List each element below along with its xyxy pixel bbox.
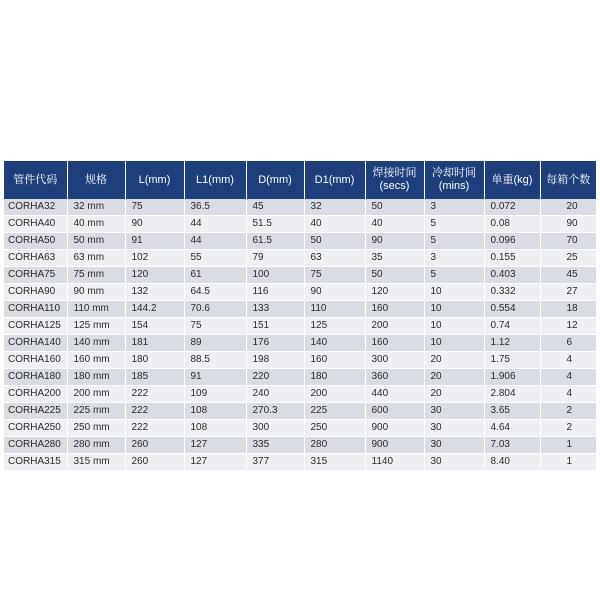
table-row — [4, 233, 596, 250]
cell-cooling-time: 10 — [424, 284, 484, 301]
cell-l: 222 — [125, 420, 184, 437]
cell-l: 102 — [125, 250, 184, 267]
cell-cooling-time: 3 — [424, 250, 484, 267]
cell-code: CORHA315 — [4, 454, 67, 471]
cell-size: 160 mm — [67, 352, 125, 369]
cell-l1: 108 — [184, 420, 246, 437]
cell-qty-per-box: 4 — [540, 386, 596, 403]
table-row — [4, 454, 596, 471]
cell-l1: 127 — [184, 437, 246, 454]
table-row — [4, 335, 596, 352]
cell-cooling-time: 30 — [424, 420, 484, 437]
cell-qty-per-box: 45 — [540, 267, 596, 284]
header-d1: D1(mm) — [304, 161, 365, 199]
cell-qty-per-box: 20 — [540, 199, 596, 216]
cell-cooling-time: 10 — [424, 318, 484, 335]
cell-d1: 140 — [304, 335, 365, 352]
cell-unit-weight: 0.74 — [484, 318, 540, 335]
cell-d: 79 — [246, 250, 304, 267]
cell-qty-per-box: 12 — [540, 318, 596, 335]
cell-d: 198 — [246, 352, 304, 369]
cell-unit-weight: 4.64 — [484, 420, 540, 437]
cell-d1: 200 — [304, 386, 365, 403]
cell-d: 45 — [246, 199, 304, 216]
cell-l1: 108 — [184, 403, 246, 420]
cell-d: 133 — [246, 301, 304, 318]
cell-d: 61.5 — [246, 233, 304, 250]
cell-d1: 110 — [304, 301, 365, 318]
cell-d1: 180 — [304, 369, 365, 386]
cell-qty-per-box: 1 — [540, 437, 596, 454]
cell-d: 240 — [246, 386, 304, 403]
cell-l: 180 — [125, 352, 184, 369]
cell-size: 90 mm — [67, 284, 125, 301]
cell-size: 280 mm — [67, 437, 125, 454]
cell-code: CORHA250 — [4, 420, 67, 437]
cell-l1: 64.5 — [184, 284, 246, 301]
cell-l: 91 — [125, 233, 184, 250]
cell-unit-weight: 0.096 — [484, 233, 540, 250]
cell-code: CORHA140 — [4, 335, 67, 352]
cell-qty-per-box: 4 — [540, 352, 596, 369]
cell-d1: 160 — [304, 352, 365, 369]
table-row — [4, 250, 596, 267]
cell-code: CORHA180 — [4, 369, 67, 386]
cell-code: CORHA125 — [4, 318, 67, 335]
cell-unit-weight: 0.403 — [484, 267, 540, 284]
cell-qty-per-box: 70 — [540, 233, 596, 250]
cell-welding-time: 35 — [365, 250, 424, 267]
header-welding-time: 焊接时间 (secs) — [365, 161, 424, 199]
cell-welding-time: 200 — [365, 318, 424, 335]
table-row — [4, 301, 596, 318]
cell-size: 32 mm — [67, 199, 125, 216]
cell-unit-weight: 7.03 — [484, 437, 540, 454]
cell-d1: 40 — [304, 216, 365, 233]
header-d: D(mm) — [246, 161, 304, 199]
table-row — [4, 437, 596, 454]
cell-l1: 55 — [184, 250, 246, 267]
cell-welding-time: 40 — [365, 216, 424, 233]
cell-code: CORHA110 — [4, 301, 67, 318]
cell-code: CORHA32 — [4, 199, 67, 216]
cell-cooling-time: 20 — [424, 352, 484, 369]
cell-l: 181 — [125, 335, 184, 352]
cell-d1: 50 — [304, 233, 365, 250]
cell-l: 222 — [125, 386, 184, 403]
cell-cooling-time: 10 — [424, 335, 484, 352]
cell-l: 222 — [125, 403, 184, 420]
cell-welding-time: 120 — [365, 284, 424, 301]
cell-unit-weight: 0.155 — [484, 250, 540, 267]
cell-l: 120 — [125, 267, 184, 284]
cell-d1: 250 — [304, 420, 365, 437]
cell-l: 185 — [125, 369, 184, 386]
cell-size: 225 mm — [67, 403, 125, 420]
table-row — [4, 386, 596, 403]
table-row — [4, 420, 596, 437]
cell-size: 315 mm — [67, 454, 125, 471]
cell-cooling-time: 20 — [424, 386, 484, 403]
cell-unit-weight: 1.12 — [484, 335, 540, 352]
cell-code: CORHA75 — [4, 267, 67, 284]
cell-qty-per-box: 27 — [540, 284, 596, 301]
cell-d: 270.3 — [246, 403, 304, 420]
cell-l: 260 — [125, 437, 184, 454]
cell-d: 220 — [246, 369, 304, 386]
cell-welding-time: 600 — [365, 403, 424, 420]
cell-l1: 44 — [184, 216, 246, 233]
cell-l1: 89 — [184, 335, 246, 352]
cell-d1: 63 — [304, 250, 365, 267]
cell-welding-time: 900 — [365, 437, 424, 454]
cell-qty-per-box: 1 — [540, 454, 596, 471]
cell-l1: 88.5 — [184, 352, 246, 369]
cell-l1: 44 — [184, 233, 246, 250]
cell-unit-weight: 3.65 — [484, 403, 540, 420]
cell-welding-time: 160 — [365, 335, 424, 352]
cell-d: 335 — [246, 437, 304, 454]
table-row — [4, 403, 596, 420]
cell-size: 200 mm — [67, 386, 125, 403]
table-header — [4, 161, 596, 199]
cell-d1: 315 — [304, 454, 365, 471]
cell-code: CORHA225 — [4, 403, 67, 420]
cell-d: 300 — [246, 420, 304, 437]
cell-code: CORHA90 — [4, 284, 67, 301]
cell-qty-per-box: 90 — [540, 216, 596, 233]
cell-welding-time: 300 — [365, 352, 424, 369]
cell-code: CORHA280 — [4, 437, 67, 454]
cell-d: 377 — [246, 454, 304, 471]
cell-code: CORHA160 — [4, 352, 67, 369]
cell-qty-per-box: 18 — [540, 301, 596, 318]
table-row — [4, 352, 596, 369]
cell-unit-weight: 0.554 — [484, 301, 540, 318]
cell-qty-per-box: 4 — [540, 369, 596, 386]
cell-d: 176 — [246, 335, 304, 352]
header-code: 管件代码 — [4, 161, 67, 199]
cell-l: 75 — [125, 199, 184, 216]
cell-size: 125 mm — [67, 318, 125, 335]
table-row — [4, 267, 596, 284]
cell-d1: 125 — [304, 318, 365, 335]
header-size: 规格 — [67, 161, 125, 199]
cell-l: 260 — [125, 454, 184, 471]
cell-code: CORHA50 — [4, 233, 67, 250]
cell-size: 110 mm — [67, 301, 125, 318]
cell-cooling-time: 5 — [424, 267, 484, 284]
cell-l1: 75 — [184, 318, 246, 335]
cell-l1: 109 — [184, 386, 246, 403]
cell-welding-time: 900 — [365, 420, 424, 437]
cell-code: CORHA40 — [4, 216, 67, 233]
table-row — [4, 284, 596, 301]
cell-welding-time: 90 — [365, 233, 424, 250]
cell-l1: 127 — [184, 454, 246, 471]
cell-cooling-time: 30 — [424, 437, 484, 454]
cell-d: 151 — [246, 318, 304, 335]
table-row — [4, 216, 596, 233]
cell-welding-time: 160 — [365, 301, 424, 318]
cell-cooling-time: 20 — [424, 369, 484, 386]
cell-l1: 70.6 — [184, 301, 246, 318]
specification-table — [4, 161, 596, 471]
cell-size: 63 mm — [67, 250, 125, 267]
cell-cooling-time: 30 — [424, 454, 484, 471]
header-l1: L1(mm) — [184, 161, 246, 199]
cell-unit-weight: 0.332 — [484, 284, 540, 301]
cell-d1: 280 — [304, 437, 365, 454]
cell-unit-weight: 0.08 — [484, 216, 540, 233]
table-body — [4, 199, 596, 471]
cell-l: 154 — [125, 318, 184, 335]
cell-cooling-time: 5 — [424, 216, 484, 233]
cell-size: 40 mm — [67, 216, 125, 233]
table-row — [4, 199, 596, 216]
cell-unit-weight: 1.75 — [484, 352, 540, 369]
cell-l: 132 — [125, 284, 184, 301]
cell-size: 50 mm — [67, 233, 125, 250]
cell-qty-per-box: 2 — [540, 403, 596, 420]
table-row — [4, 369, 596, 386]
table-row — [4, 318, 596, 335]
cell-cooling-time: 3 — [424, 199, 484, 216]
cell-size: 75 mm — [67, 267, 125, 284]
cell-unit-weight: 8.40 — [484, 454, 540, 471]
cell-unit-weight: 1.906 — [484, 369, 540, 386]
header-qty-per-box: 每箱个数 — [540, 161, 596, 199]
cell-qty-per-box: 25 — [540, 250, 596, 267]
cell-welding-time: 360 — [365, 369, 424, 386]
header-unit-weight: 单重(kg) — [484, 161, 540, 199]
cell-welding-time: 50 — [365, 199, 424, 216]
cell-welding-time: 50 — [365, 267, 424, 284]
cell-cooling-time: 10 — [424, 301, 484, 318]
header-cooling-time: 冷却时间 (mins) — [424, 161, 484, 199]
cell-l1: 36.5 — [184, 199, 246, 216]
header-row — [4, 161, 596, 199]
cell-l1: 61 — [184, 267, 246, 284]
cell-d1: 90 — [304, 284, 365, 301]
cell-d: 116 — [246, 284, 304, 301]
cell-size: 250 mm — [67, 420, 125, 437]
cell-d1: 32 — [304, 199, 365, 216]
header-l: L(mm) — [125, 161, 184, 199]
cell-d1: 75 — [304, 267, 365, 284]
cell-code: CORHA200 — [4, 386, 67, 403]
cell-d1: 225 — [304, 403, 365, 420]
cell-unit-weight: 0.072 — [484, 199, 540, 216]
cell-qty-per-box: 2 — [540, 420, 596, 437]
cell-welding-time: 1140 — [365, 454, 424, 471]
cell-qty-per-box: 6 — [540, 335, 596, 352]
cell-d: 100 — [246, 267, 304, 284]
cell-l: 144.2 — [125, 301, 184, 318]
cell-cooling-time: 5 — [424, 233, 484, 250]
cell-size: 180 mm — [67, 369, 125, 386]
cell-code: CORHA63 — [4, 250, 67, 267]
cell-l1: 91 — [184, 369, 246, 386]
cell-size: 140 mm — [67, 335, 125, 352]
cell-l: 90 — [125, 216, 184, 233]
cell-cooling-time: 30 — [424, 403, 484, 420]
cell-welding-time: 440 — [365, 386, 424, 403]
cell-unit-weight: 2.804 — [484, 386, 540, 403]
cell-d: 51.5 — [246, 216, 304, 233]
